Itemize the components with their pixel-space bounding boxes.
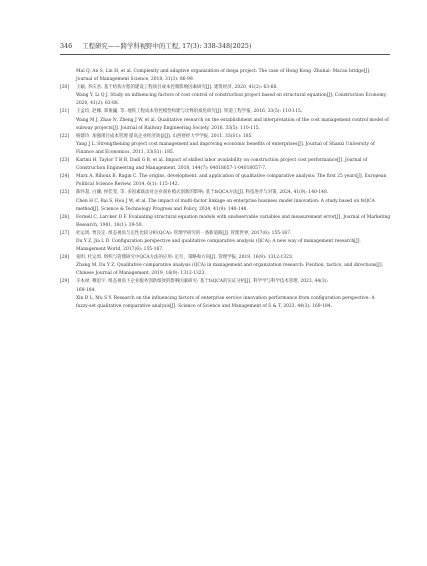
- reference-line: 辛本禄, 穆思宇. 组态视角下企业服务创新绩效的影响因素研究: 基于fsQCA的实证分析[J]. 科学学与科学技术管理, 2023, 44(3):: [76, 279, 328, 285]
- reference-line: 169-184.: [76, 287, 96, 293]
- reference-entry: [60, 278, 394, 310]
- reference-line: Management World, 2017(6): 155-167.: [76, 247, 164, 253]
- reference-line: Chinese Journal of Management, 2019, 16(9): 1312-1323.: [76, 271, 206, 277]
- reference-number: [27]: [60, 230, 70, 236]
- running-header: [60, 42, 390, 55]
- reference-line: Wang Y, Li Q J. Study on influencing factors of cost control of construction project based on structural equation[J]. Construction Economy,: [76, 93, 387, 99]
- reference-line: 陈怀超, 白骤, 侯佳雯, 等. 多因素联动对企业商业模式创新的影响: 基于fsQCA方法[J]. 科技进步与对策, 2024, 41(9): 140-148.: [76, 190, 329, 196]
- reference-entry: [60, 230, 394, 254]
- reference-entry: [60, 254, 394, 278]
- page-number: 346: [60, 42, 73, 50]
- reference-line: 杨建玲. 加强项目成本管理 提高企业经济效益[J]. 山西财经大学学报, 2011, 33(S1): 185.: [76, 133, 253, 139]
- reference-number: [23]: [60, 158, 70, 164]
- reference-line: Chen H C, Bai S, Hou J W, et al. The impact of multi-factor linkage on enterprise business model innovation: A study based on fsQCA: [76, 198, 375, 204]
- reference-line: 王颖, 李庆君. 基于结构方程的建设工程项目成本控制影响因素研究[J]. 建筑经济, 2020, 41(2): 63-68.: [76, 85, 278, 91]
- reference-entry: [60, 214, 394, 230]
- reference-line: 张明, 杜运周. 组织与管理研究中QCA方法的应用: 定位、策略和方向[J]. 管理学报, 2019, 16(9): 1312-1323.: [76, 255, 294, 261]
- reference-line: Fornell C, Larcker D F. Evaluating structural equation models with unobservable variables and measurement error[J]. Journal of Marketing: [76, 214, 391, 220]
- reference-number: [26]: [60, 214, 70, 220]
- reference-line: 2020, 41(2): 63-68.: [76, 101, 120, 107]
- reference-entry: [60, 173, 394, 189]
- reference-line: 王孟均, 赵娜, 郑俊巍, 等. 地铁工程成本管控模型构建与诠释的质化研究[J]. 铁道工程学报, 2016, 33(5): 110-115.: [76, 109, 303, 115]
- reference-line: Marx A, Rihoux B, Ragin C. The origins, development, and application of qualitative comparative analysis: The first 25 years[J]. European: [76, 174, 387, 180]
- reference-line: method[J]. Science & Technology Progress and Policy, 2024, 41(9): 140-148.: [76, 206, 248, 212]
- reference-line: Du Y Z, Jia L D. Configuration perspective and qualitative comparative analysis (QCA): A new way of management research[J].: [76, 238, 361, 244]
- reference-number: [28]: [60, 255, 70, 261]
- reference-line: Xin B L, Mu S Y. Research on the influencing factors of enterprise service innovation performance from configuration perspective: A: [76, 295, 375, 301]
- reference-entry: [60, 189, 394, 213]
- reference-line: Zhang M, Du Y Z. Qualitative comparative analysis (QCA) in management and organization research: Position, tactics, and directions[J].: [76, 263, 383, 269]
- reference-line: Research, 1981, 18(1): 39-50.: [76, 222, 143, 228]
- reference-entry: [60, 68, 394, 84]
- reference-entry: [60, 84, 394, 108]
- reference-line: fuzzy-set qualitative comparative analysis[J]. Science of Science and Management of S & T, 2023, 44(3): 169-184.: [76, 303, 333, 309]
- reference-line: 杜运周, 贾良定. 组态视角与定性比较分析(QCA): 管理学研究的一条新道路[J]. 管理世界, 2017(6): 155-167.: [76, 230, 292, 236]
- reference-line: Journal of Management Science, 2018, 31(3): 86-99.: [76, 77, 195, 83]
- reference-line: Wang M J, Zhao N, Zheng J W, et al. Qualitative research on the establishment and interpretation of the cost management control model of: [76, 117, 389, 123]
- journal-running-title: 工程研究——跨学科视野中的工程, 17(3): 338-348(2025): [82, 42, 252, 50]
- reference-number: [20]: [60, 85, 70, 91]
- reference-line: Construction Engineering and Management, 2018, 144(7): 04018057-1-04018057-7.: [76, 166, 267, 172]
- reference-line: Finance and Economics, 2011, 33(S1): 185.: [76, 149, 175, 155]
- reference-entry: [60, 157, 394, 173]
- reference-number: [21]: [60, 109, 70, 115]
- reference-line: Karimi H, Taylor T R B, Dadi G B, et al. Impact of skilled labor availability on construction project cost performance[J]. Journal of: [76, 158, 368, 164]
- reference-entry: [60, 108, 394, 132]
- reference-number: [24]: [60, 174, 70, 180]
- reference-line: Political Science Review, 2014, 6(1): 115-142.: [76, 182, 180, 188]
- reference-number: [25]: [60, 190, 70, 196]
- reference-number: [22]: [60, 133, 70, 139]
- reference-line: Yang J L. Strengthening project cost management and improving economic benefits of enterprises[J]. Journal of Shanxi University of: [76, 141, 375, 147]
- reference-line: subway projects[J]. Journal of Railway Engineering Society, 2016, 33(5): 110-115.: [76, 125, 261, 131]
- reference-list: [60, 68, 394, 311]
- reference-entry: [60, 133, 394, 157]
- reference-line: Mai Q, An S, Lin H, et al. Complexity and adaptive organization of mega project: The case of Hong Kong -Zhuhai- Macau bridge[J].: [76, 69, 371, 74]
- reference-number: [29]: [60, 279, 70, 285]
